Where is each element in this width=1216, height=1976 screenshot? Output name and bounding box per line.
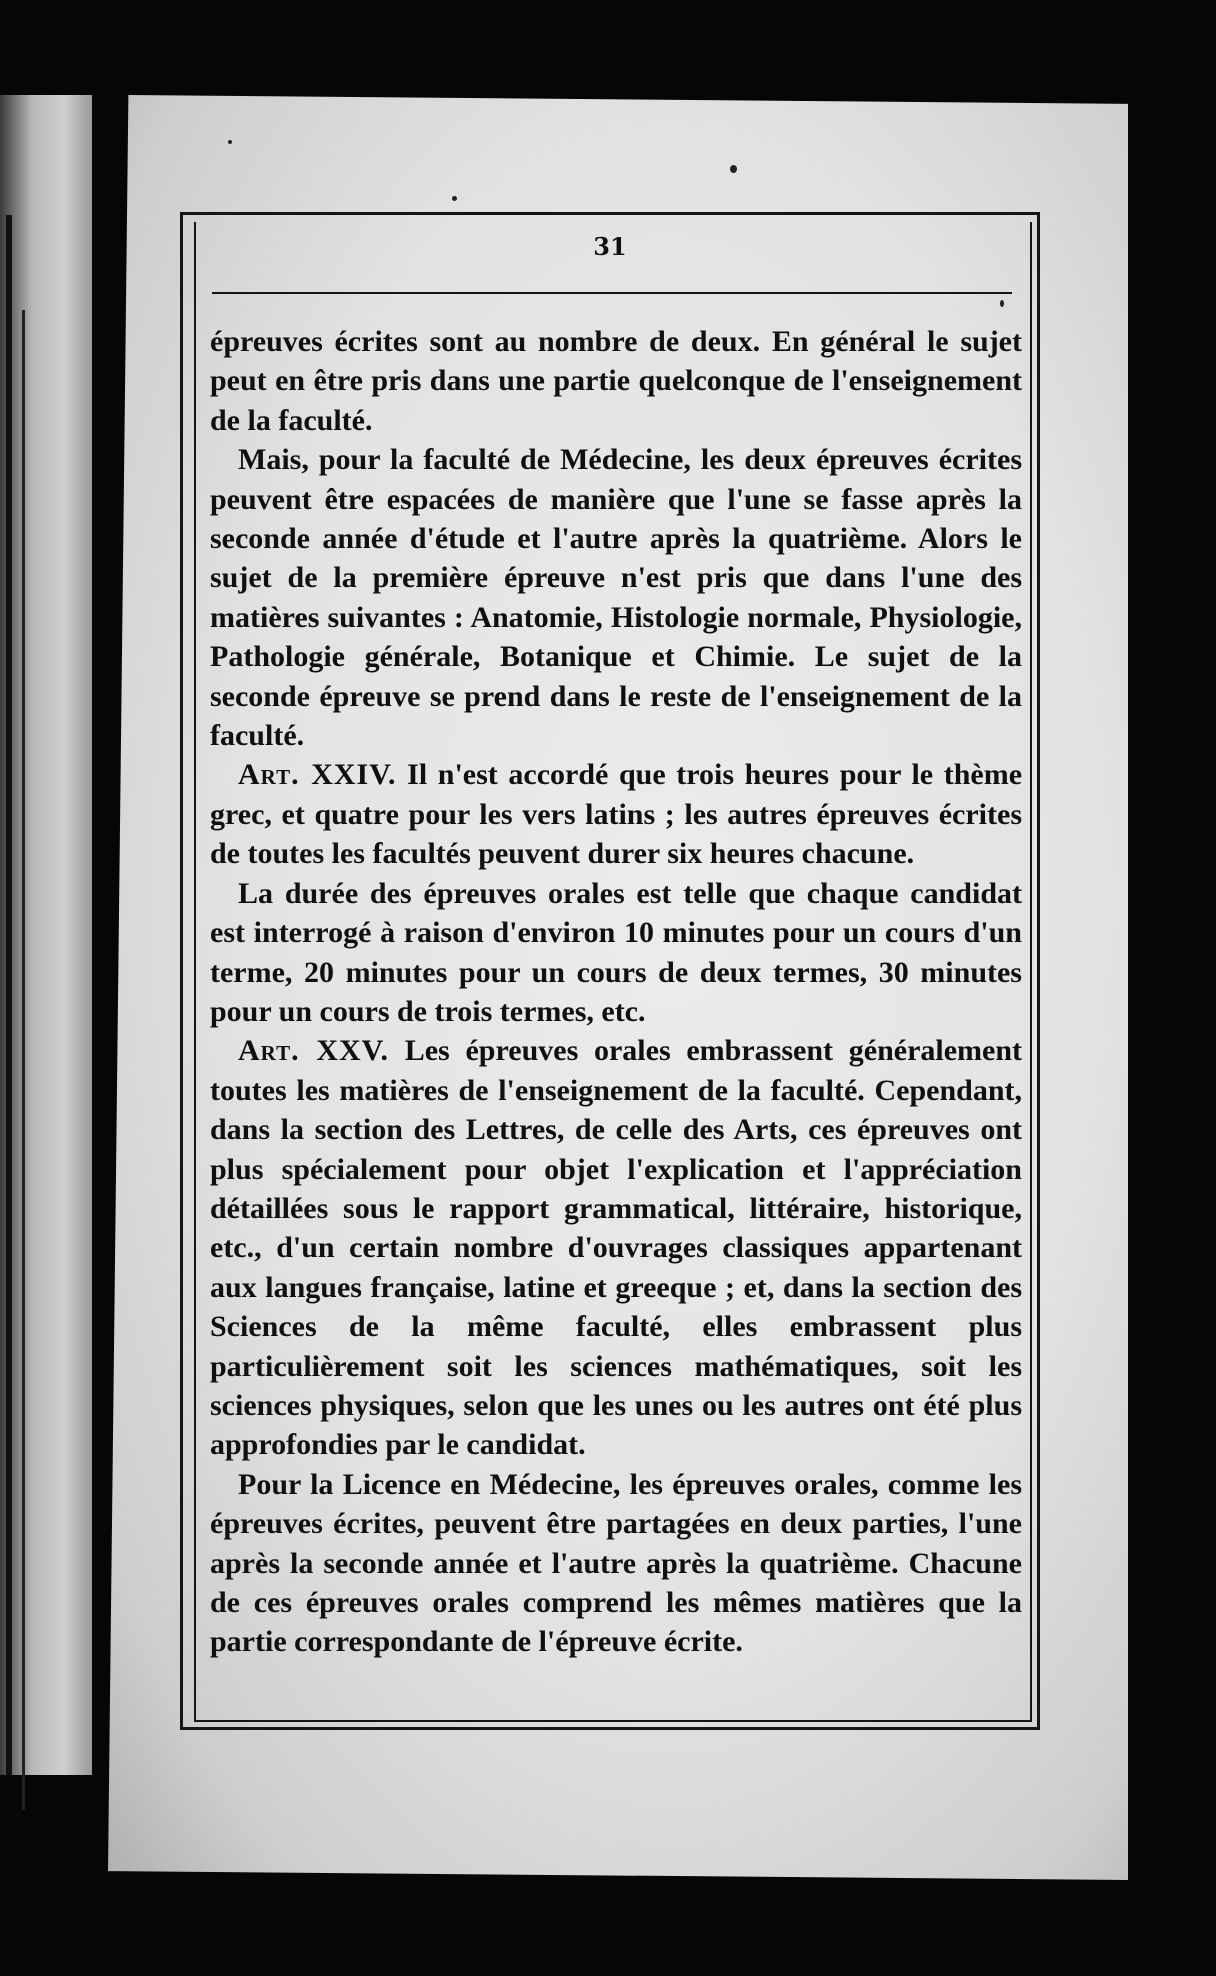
paragraph <box>210 440 1022 755</box>
paragraph <box>210 1465 1022 1662</box>
facing-page-edge <box>0 95 92 1775</box>
paragraph <box>210 322 1022 440</box>
paragraph-text: Pour la Licence en Médecine, les épreuves orales, comme les épreuves écrites, peuvent être partagées en deux parties, l'une après la seconde année et l'autre après la quatrième. Chacune de ces épreuves orales comprend les mêmes matières que la partie correspondante de l'épreuve écrite. <box>210 1467 1022 1659</box>
paragraph-text: Les épreuves orales embrassent généralement toutes les matières de l'enseignement de la faculté. Cependant, dans la section des Lettres, de celle des Arts, ces épreuves ont plus spécialement pour objet l'explication et l'appréciation détaillées sous le rapport grammatical, littéraire, historique, etc., d'un certain nombre d'ouvrages classiques appartenant aux langues française, latine et greeque ; et, dans la section des Sciences de la même faculté, elles embrassent plus particulièrement soit les sciences mathématiques, soit les sciences physiques, selon que les unes ou les autres ont été plus approfondies par le candidat. <box>210 1034 1023 1462</box>
page-body <box>210 322 1022 1662</box>
facing-page-border <box>6 215 12 1775</box>
paragraph-text: épreuves écrites sont au nombre de deux. En général le sujet peut en être pris dans une partie quelconque de l'enseignement de la faculté. <box>210 325 1022 437</box>
facing-page-border-inner <box>22 310 25 1810</box>
page-number: 31 <box>593 232 627 261</box>
article-label: Art. XXV. <box>238 1034 389 1068</box>
ink-speck <box>1000 300 1004 307</box>
article-label: Art. XXIV. <box>238 758 397 792</box>
paragraph <box>210 874 1022 1032</box>
ink-speck <box>452 196 457 201</box>
paragraph-text: Mais, pour la faculté de Médecine, les deux épreuves écrites peuvent être espacées de manière que l'une se fasse après la seconde année d'étude et l'autre après la quatrième. Alors le sujet de la première épreuve n'est pris que dans l'une des matières suivantes : Anatomie, Histologie normale, Physiologie, Pathologie générale, Botanique et Chimie. Le sujet de la seconde épreuve se prend dans le reste de l'enseignement de la faculté. <box>210 443 1022 753</box>
header-rule <box>212 292 1012 294</box>
paragraph <box>210 1031 1022 1464</box>
paragraph-text: La durée des épreuves orales est telle que chaque candidat est interrogé à raison d'environ 10 minutes pour un cours d'un terme, 20 minutes pour un cours de deux termes, 30 minutes pour un cours de trois termes, etc. <box>210 876 1022 1028</box>
ink-speck <box>730 165 737 173</box>
ink-speck <box>228 140 232 144</box>
paragraph <box>210 755 1022 873</box>
paragraph-text: Il n'est accordé que trois heures pour le thème grec, et quatre pour les vers latins ; les autres épreuves écrites de toutes les facultés peuvent durer six heures chacune. <box>210 758 1023 871</box>
